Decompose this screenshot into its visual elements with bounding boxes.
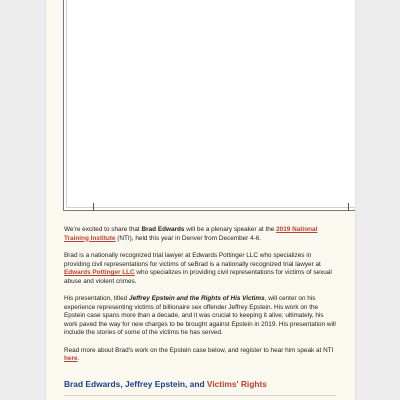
section-heading	[64, 379, 344, 390]
read-more-end: .	[77, 355, 80, 362]
intro-text-middle: will be a plenary speaker at the	[184, 226, 277, 233]
presentation-title: Jeffrey Epstein and the Rights of His Victims	[129, 295, 265, 302]
image-frame-tick-left	[93, 203, 94, 211]
bio-text-start: Brad is a nationally recognized trial lawyer at Edwards Pottinger LLC who specializes in providing civil representations for victims of seBrad is a nationally recognized trial lawyer at	[64, 252, 321, 268]
header-image-inner-border	[66, 0, 355, 208]
intro-paragraph	[64, 226, 336, 243]
register-here-link[interactable]: here	[64, 355, 78, 362]
section-heading-part-a: Brad Edwards, Jeffrey Epstein, and	[64, 379, 207, 389]
presentation-text-end: , will center on his experience representing victims of billionaire sex offender Jeffrey Epstein. His work on the Epstein case spans more than a decade, and it was crucial to keeping it alive; ultimately, his work paved the way for new charges to be brought against Epstein in 2019. His presentation will include the stories of some of the victims he has served.	[64, 295, 336, 336]
section-heading-part-b: Victims' Rights	[206, 379, 267, 389]
image-frame-tick-right	[348, 203, 349, 211]
read-more-text: Read more about Brad's work on the Epstein case below, and register to hear him speak at NTI	[64, 346, 334, 354]
speaker-name: Brad Edwards	[141, 226, 185, 233]
presentation-text-start: His presentation, titled	[64, 295, 130, 302]
bio-paragraph	[64, 252, 336, 286]
intro-text-end: (NTI), held this year in Denver from December 4-6.	[115, 234, 262, 242]
header-image-frame	[63, 0, 355, 211]
firm-link[interactable]: Edwards Pottinger LLC	[64, 269, 135, 276]
bio-text-end: who specializes in providing civil representations for victims of sexual abuse and violent crimes.	[64, 269, 332, 285]
email-card	[46, 0, 355, 400]
read-more-paragraph	[64, 347, 336, 364]
article-body	[64, 226, 336, 373]
event-link[interactable]: 2019 National Training Institute	[64, 226, 318, 242]
section-divider	[64, 395, 336, 396]
presentation-paragraph	[64, 295, 336, 338]
intro-text-start: We're excited to share that	[64, 226, 142, 233]
